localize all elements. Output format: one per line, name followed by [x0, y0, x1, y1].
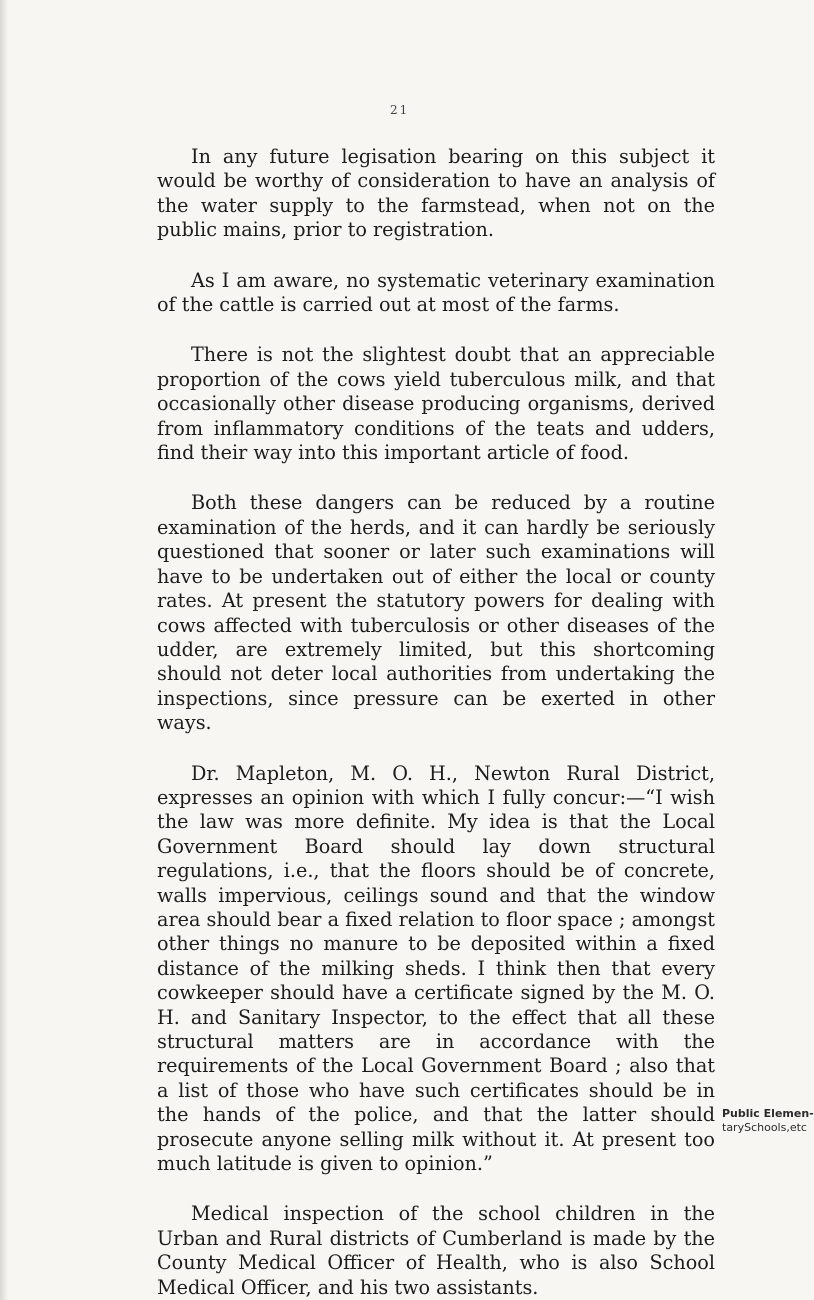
paragraph-veterinary: As I am aware, no systematic veterinary examination of the cattle is carried out at most of the farms. — [157, 268, 715, 317]
paragraph-medical-inspection: Medical inspection of the school children in the Urban and Rural districts of Cumberland is made by the County Medical Officer of Health, who is also School Medical Officer, and his two assistants. — [157, 1202, 715, 1299]
margin-note-line-2: tarySchools,etc — [722, 1121, 807, 1134]
paragraph-tuberculous-milk: There is not the slightest doubt that an appreciable proportion of the cows yield tuberculous milk, and that occasionally other disease producing organisms, derived from inflammatory conditions of the teats and udders, find their way into this important article of food. — [157, 343, 715, 465]
page-edge-shadow — [0, 0, 8, 1300]
body-text — [157, 145, 715, 1300]
page-number: 21 — [390, 103, 410, 117]
margin-note — [722, 1107, 814, 1135]
paragraph-mapleton-quote: Dr. Mapleton, M. O. H., Newton Rural District, expresses an opinion with which I fully concur:—“I wish the law was more definite. My idea is that the Local Government Board should lay down structural regulations, i.e., that the floors should be of concrete, walls impervious, ceilings sound and that the window area should bear a fixed relation to floor space ; amongst other things no manure to be deposited within a fixed distance of the milking sheds. I think then that every cowkeeper should have a certificate signed by the M. O. H. and Sanitary Inspector, to the effect that all these structural matters are in accordance with the requirements of the Local Government Board ; also that a list of those who have such certificates should be in the hands of the police, and that the latter should prosecute anyone selling milk without it. At present too much latitude is given to opinion.” — [157, 761, 715, 1176]
margin-note-line-1: Public Elemen- — [722, 1107, 814, 1120]
paragraph-routine-examination: Both these dangers can be reduced by a routine examination of the herds, and it can hardly be seriously questioned that sooner or later such examinations will have to be undertaken out of either the local or county rates. At present the statutory powers for dealing with cows affected with tuberculosis or other diseases of the udder, are extremely limited, but this shortcoming should not deter local authorities from undertaking the inspections, since pressure can be exerted in other ways. — [157, 491, 715, 735]
paragraph-legislation: In any future legisation bearing on this subject it would be worthy of consideration to have an analysis of the water supply to the farmstead, when not on the public mains, prior to registration. — [157, 145, 715, 242]
